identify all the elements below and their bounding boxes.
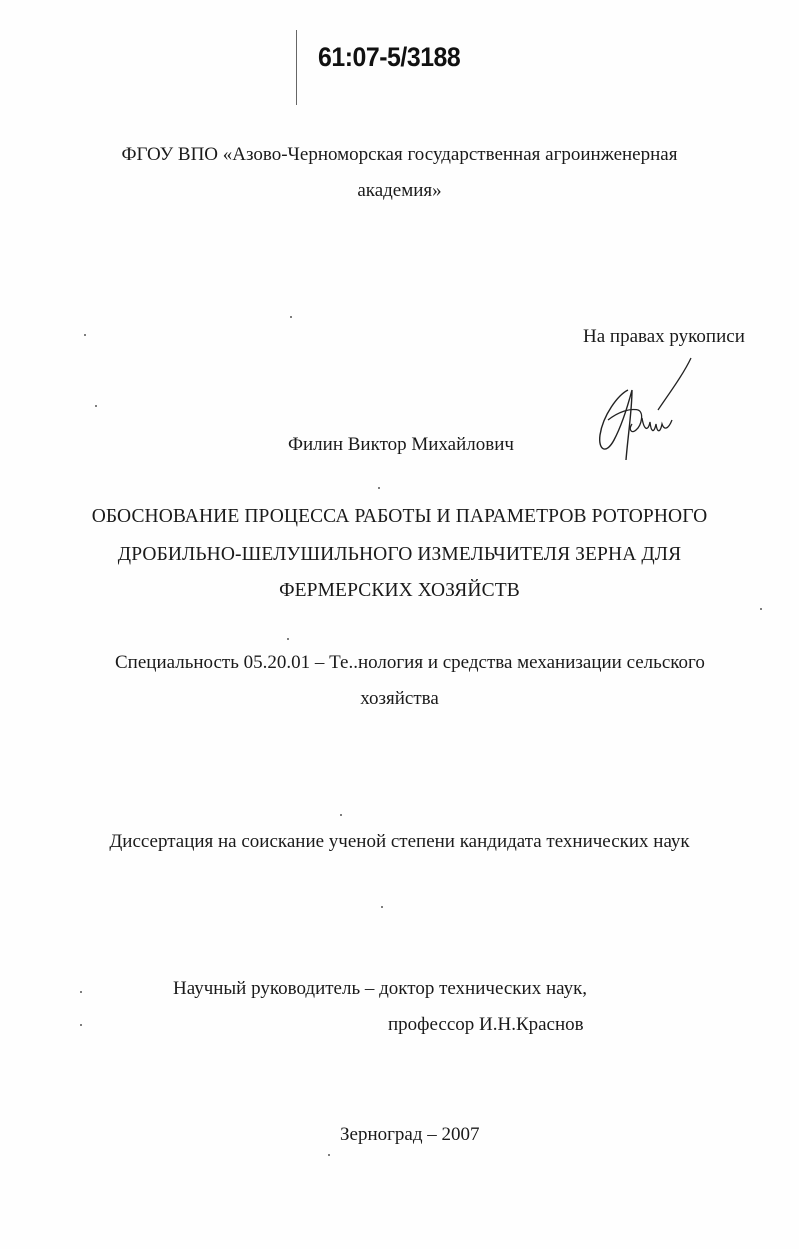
scan-speck — [328, 1154, 330, 1156]
degree-statement: Диссертация на соискание ученой степени кандидата технических наук — [109, 831, 690, 852]
scan-speck — [80, 991, 82, 993]
scan-speck — [378, 487, 380, 489]
library-stamp-number: 61:07-5/3188 — [318, 42, 461, 72]
scan-speck — [760, 608, 762, 610]
scan-speck — [381, 906, 383, 908]
thesis-title-line-3: ФЕРМЕРСКИХ ХОЗЯЙСТВ — [279, 580, 520, 601]
specialty-line-2: хозяйства — [360, 688, 439, 709]
scan-speck — [80, 1024, 82, 1026]
supervisor-line-2: профессор И.Н.Краснов — [388, 1014, 584, 1035]
institution-line-1: ФГОУ ВПО «Азово-Черноморская государственная агроинженерная — [121, 144, 678, 165]
scan-speck — [95, 405, 97, 407]
author-signature-icon — [588, 350, 698, 465]
thesis-title-line-1: ОБОСНОВАНИЕ ПРОЦЕССА РАБОТЫ И ПАРАМЕТРОВ РОТОРНОГО — [91, 506, 708, 527]
place-and-year: Зерноград – 2007 — [340, 1124, 480, 1145]
scan-speck — [340, 814, 342, 816]
scan-speck — [290, 316, 292, 318]
thesis-title-line-2: ДРОБИЛЬНО-ШЕЛУШИЛЬНОГО ИЗМЕЛЬЧИТЕЛЯ ЗЕРНА ДЛЯ — [117, 544, 682, 565]
scan-speck — [287, 638, 289, 640]
institution-line-2: академия» — [357, 180, 442, 201]
manuscript-rights-note: На правах рукописи — [583, 326, 745, 347]
supervisor-line-1: Научный руководитель – доктор технических наук, — [173, 978, 588, 999]
specialty-line-1: Специальность 05.20.01 – Те..нология и средства механизации сельского — [115, 652, 705, 673]
margin-mark — [296, 30, 297, 105]
author-name: Филин Виктор Михайлович — [288, 434, 514, 455]
scan-speck — [84, 334, 86, 336]
